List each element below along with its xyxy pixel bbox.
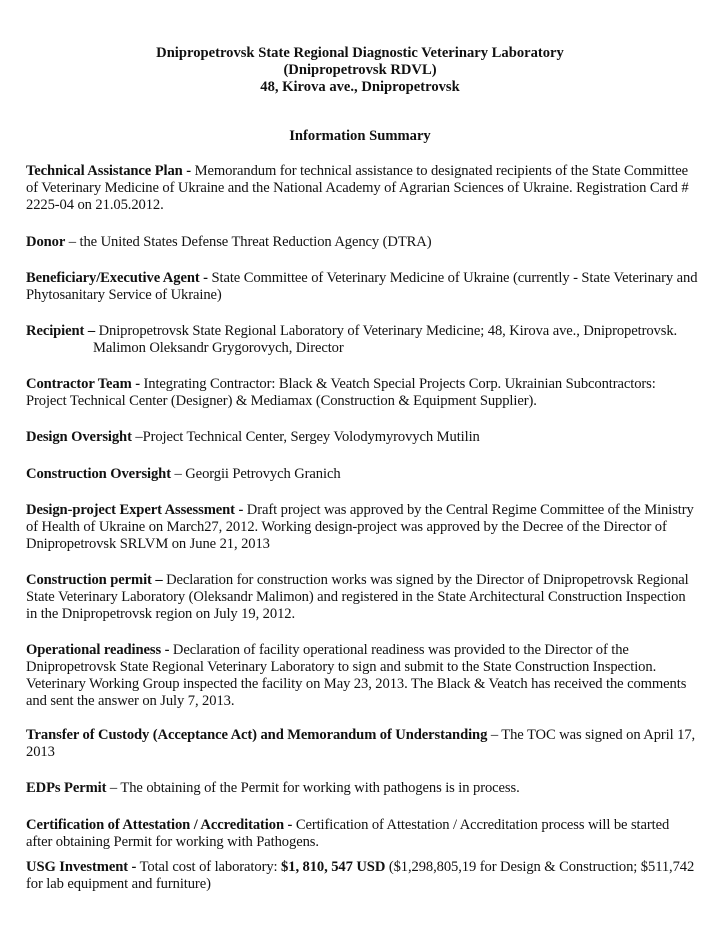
section-edps-permit — [26, 780, 698, 797]
section-construction-oversight — [26, 466, 698, 483]
section-label: Beneficiary/Executive Agent - — [26, 270, 208, 286]
document-header — [0, 45, 720, 96]
section-label: Construction permit – — [26, 572, 163, 588]
section-label: Transfer of Custody (Acceptance Act) and Memorandum of Understanding — [26, 727, 488, 743]
section-text: – Georgii Petrovych Granich — [170, 466, 341, 482]
section-text: –Project Technical Center, Sergey Volodymyrovych Mutilin — [131, 429, 480, 445]
recipient-director: Malimon Oleksandr Grygorovych, Director — [93, 340, 344, 356]
section-design-oversight — [26, 429, 698, 446]
page-title: Information Summary — [289, 128, 431, 144]
section-text: – The TOC was signed on April 17, 2013 — [26, 727, 696, 760]
section-usg-investment — [26, 859, 698, 893]
section-text: Declaration for construction works was signed by the Director of Dnipropetrovsk Regional State Veterinary Laboratory (Oleksandr Malimon) and registered in the State Architectural Construction Inspection in the Dnipropetrovsk region on July 19, 2012. — [26, 572, 689, 622]
section-text: Draft project was approved by the Central Regime Committee of the Ministry of Health of Ukraine on March27, 2012. Working design-project was approved by the Decree of the Director of Dnipropetrovsk SRLVM on June 21, 2013 — [26, 502, 694, 552]
section-technical-assistance-plan — [26, 163, 698, 214]
section-transfer-of-custody — [26, 727, 698, 761]
section-recipient — [26, 323, 698, 357]
section-label: Technical Assistance Plan - — [26, 163, 192, 179]
lab-address: 48, Kirova ave., Dnipropetrovsk — [260, 79, 460, 95]
section-text: Memorandum for technical assistance to designated recipients of the State Committee of Veterinary Medicine of Ukraine and the National Academy of Agrarian Sciences of Ukraine. Registration Card # 2225-04 on 21.05.2012. — [26, 163, 689, 213]
section-label: Construction Oversight — [26, 466, 171, 482]
section-certification — [26, 817, 698, 851]
section-label: Design Oversight — [26, 429, 132, 445]
section-label: Contractor Team - — [26, 376, 140, 392]
section-text: Declaration of facility operational readiness was provided to the Director of the Dnipropetrovsk State Regional Veterinary Laboratory to sign and submit to the State Construction Inspection. Veterinary Working Group inspected the facility on May 23, 2013. The Black & Veatch has received the comments and sent the answer on July 7, 2013. — [26, 642, 687, 709]
section-label: Recipient – — [26, 323, 96, 339]
lab-name: Dnipropetrovsk State Regional Diagnostic Veterinary Laboratory — [156, 45, 564, 61]
section-text: Dnipropetrovsk State Regional Laboratory of Veterinary Medicine; 48, Kirova ave., Dnipropetrovsk. — [95, 323, 678, 339]
section-operational-readiness — [26, 642, 698, 710]
section-label: Donor — [26, 234, 66, 250]
section-text: Total cost of laboratory: — [136, 859, 282, 875]
section-label: Certification of Attestation / Accreditation - — [26, 817, 293, 833]
section-label: EDPs Permit — [26, 780, 107, 796]
section-design-expert-assessment — [26, 502, 698, 553]
cost-breakdown: ($1,298,805,19 for Design & Construction; $511,742 for lab equipment and furniture) — [26, 859, 695, 892]
section-text: Certification of Attestation / Accreditation process will be started after obtaining Permit for working with Pathogens. — [26, 817, 670, 850]
section-text: – the United States Defense Threat Reduction Agency (DTRA) — [65, 234, 432, 250]
section-contractor-team — [26, 376, 698, 410]
section-construction-permit — [26, 572, 698, 623]
total-cost-amount: $1, 810, 547 USD — [281, 859, 386, 875]
section-beneficiary — [26, 270, 698, 304]
section-label: Design-project Expert Assessment - — [26, 502, 244, 518]
section-text: – The obtaining of the Permit for working with pathogens is in process. — [106, 780, 520, 796]
section-label: Operational readiness - — [26, 642, 170, 658]
section-text: State Committee of Veterinary Medicine of Ukraine (currently - State Veterinary and Phytosanitary Service of Ukraine) — [26, 270, 698, 303]
section-label: USG Investment - — [26, 859, 137, 875]
section-donor — [26, 234, 698, 251]
lab-abbreviation: (Dnipropetrovsk RDVL) — [283, 62, 437, 78]
section-text: Integrating Contractor: Black & Veatch Special Projects Corp. Ukrainian Subcontractors: Project Technical Center (Designer) & Mediamax (Construction & Equipment Supplier). — [26, 376, 656, 409]
